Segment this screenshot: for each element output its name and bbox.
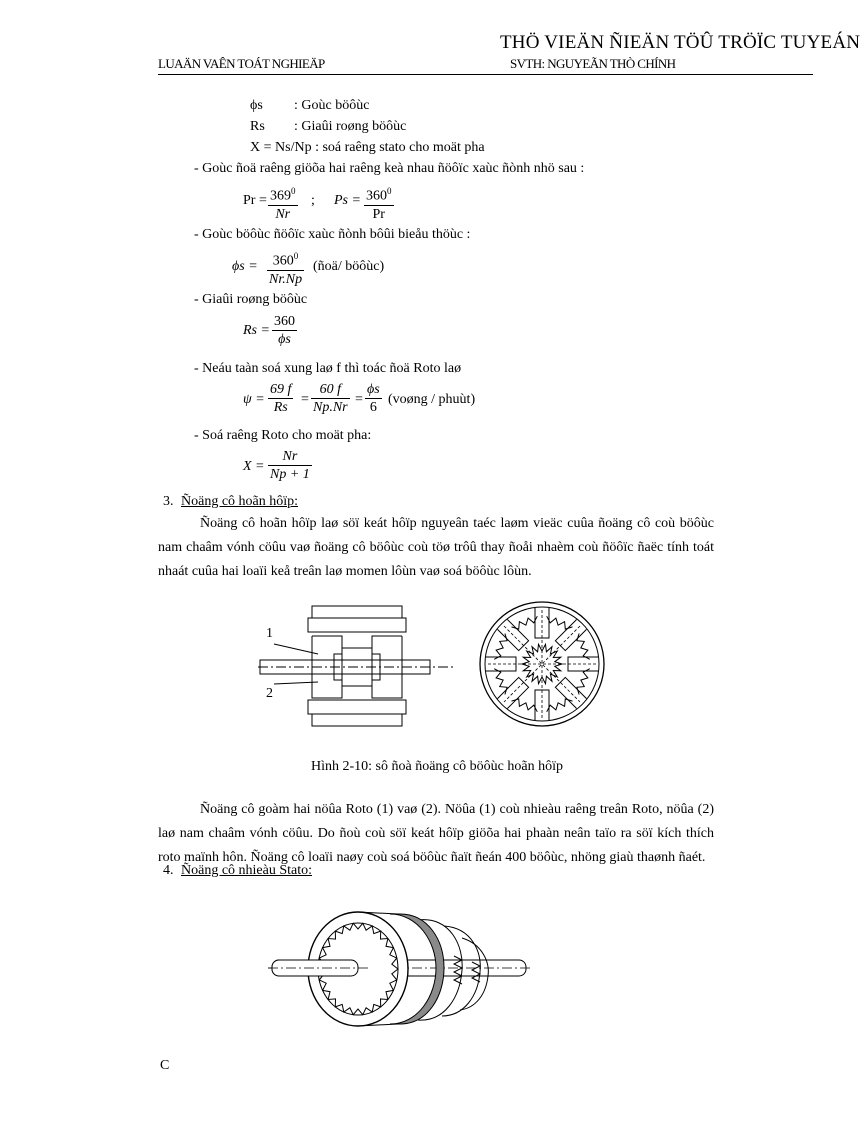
rs-num: 360	[274, 314, 295, 329]
psi-fraction-2	[311, 381, 350, 417]
library-title: THÖ VIEÄN ÑIEÄN TÖÛ TRÖÏC TUYEÁN	[500, 32, 860, 53]
section3-title: Ñoäng cô hoãn hôïp:	[181, 494, 299, 509]
psi-f1-den: Rs	[273, 400, 288, 415]
def-rs-desc: : Giaûi roøng böôùc	[294, 119, 407, 134]
def-phis-symbol: ϕs	[250, 98, 263, 113]
psi-f2-den: Np.Nr	[313, 400, 348, 415]
thesis-title: LUAÄN VAÊN TOÁT NGHIEÄP	[158, 56, 325, 71]
pr-lhs: Pr =	[243, 193, 267, 208]
psi-fraction-1	[268, 381, 293, 417]
phis-deg: 0	[293, 251, 299, 261]
phis-den: Nr.Np	[269, 271, 303, 287]
pr-ps-separator: ;	[311, 193, 315, 208]
page-mark: C	[160, 1058, 170, 1073]
phis-fraction	[267, 248, 304, 289]
def-rs-symbol: Rs	[250, 119, 265, 134]
psi-f3-num: ϕs	[367, 382, 380, 397]
figure-label-1: 1	[266, 626, 273, 641]
hybrid-motor-side-view	[258, 604, 458, 732]
def-phis-desc: : Goùc böôùc	[294, 98, 370, 113]
psi-f3-den: 6	[369, 400, 377, 415]
x-lhs: X =	[243, 459, 265, 474]
phis-unit: (ñoä/ böôùc)	[313, 259, 385, 274]
figure-label-2: 2	[266, 686, 273, 701]
ps-lhs: Ps =	[334, 193, 361, 208]
multi-stator-motor-figure	[268, 906, 530, 1032]
phis-num: 360	[272, 253, 294, 269]
pr-den: Nr	[275, 206, 291, 222]
header-rule	[158, 74, 813, 75]
pr-deg: 0	[291, 186, 296, 196]
section3-paragraph: Ñoäng cô hoãn hôïp laø söï keát hôïp nguyeân taéc laøm vieäc cuûa ñoäng cô coù böôùc nam chaâm vónh cöûu vaø ñoäng cô böôùc coù töø trôû thay ñoåi nhaèm coù ñöôïc ñaëc tính toát nhaát cuûa hai loaïi keå treân laø momen lôùn vaø soá böôùc lôùn.	[158, 516, 714, 579]
rs-lhs: Rs =	[243, 323, 270, 338]
figure-caption: Hình 2-10: sô ñoà ñoäng cô böôùc hoãn hôïp	[311, 759, 563, 774]
phis-lhs: ϕs =	[232, 259, 258, 274]
psi-fraction-3	[365, 381, 382, 417]
rs-fraction	[272, 313, 297, 349]
psi-f2-num: 60 f	[319, 382, 341, 397]
hybrid-description-paragraph: Ñoäng cô goàm hai nöûa Roto (1) vaø (2). Nöûa (1) coù nhieàu raêng treân Roto, nöûa (2) laø nam chaâm vónh cöûu. Do ñoù coù söï keát hôïp giöõa hai phaàn neân taïo ra söï kích thích roto maïnh hôn. Ñoäng cô loaïi naøy coù soá böôùc ñaït ñeán 400 böôùc, nhöng giaù thaønh ñaét.	[158, 802, 714, 865]
psi-lhs: ψ =	[243, 392, 265, 407]
psi-eq-2: =	[355, 392, 363, 407]
section4-number: 4.	[163, 863, 174, 878]
bullet-rotor-speed: - Neáu taàn soá xung laø f thì toác ñoä Roto laø	[194, 361, 462, 376]
ps-num: 360	[366, 188, 387, 204]
hybrid-motor-front-view	[476, 596, 608, 734]
ps-fraction	[364, 183, 394, 224]
rs-den: ϕs	[278, 332, 291, 347]
section3-number: 3.	[163, 494, 174, 509]
bullet-tooth-pitch: - Goùc ñoä raêng giöõa hai raêng keà nhau ñöôïc xaùc ñònh nhö sau :	[194, 161, 585, 176]
pr-fraction	[268, 183, 298, 224]
bullet-resolution: - Giaûi roøng böôùc	[194, 292, 308, 307]
ps-den: Pr	[372, 206, 385, 222]
x-num: Nr	[282, 449, 298, 464]
bullet-rotor-teeth: - Soá raêng Roto cho moät pha:	[194, 428, 372, 443]
x-fraction	[268, 448, 312, 484]
psi-unit: (voøng / phuùt)	[388, 392, 476, 407]
ps-deg: 0	[387, 186, 392, 196]
student-name: SVTH: NGUYEÃN THÒ CHÍNH	[510, 56, 676, 71]
pr-num: 369	[270, 188, 291, 204]
psi-eq-1: =	[301, 392, 309, 407]
x-den: Np + 1	[270, 467, 310, 482]
bullet-step-angle: - Goùc böôùc ñöôïc xaùc ñònh bôûi bieåu thöùc :	[194, 227, 471, 242]
psi-f1-num: 69 f	[270, 382, 292, 397]
def-x: X = Ns/Np : soá raêng stato cho moät pha	[250, 140, 485, 155]
section4-title: Ñoäng cô nhieàu Stato:	[181, 863, 313, 878]
